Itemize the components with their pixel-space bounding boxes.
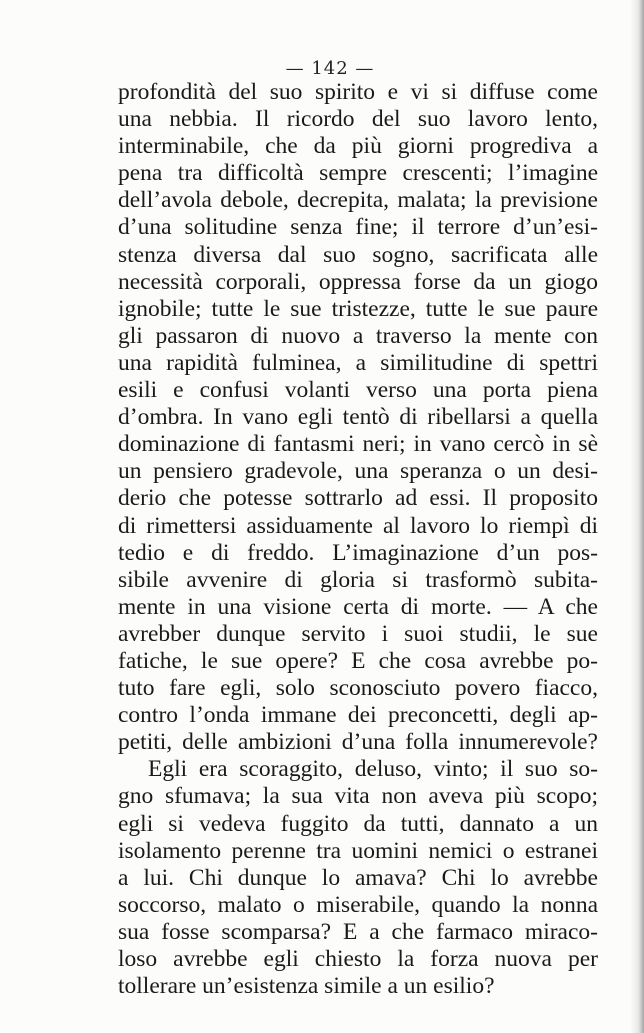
text-line: a lui. Chi dunque lo amava? Chi lo avrebbe xyxy=(118,864,598,891)
text-line: profondità del suo spirito e vi si diffuse come xyxy=(118,79,598,105)
text-line: una nebbia. Il ricordo del suo lavoro lento, xyxy=(118,106,598,133)
text-line: necessità corporali, oppressa forse da un giogo xyxy=(118,268,598,295)
text-line: d’ombra. In vano egli tentò di ribellarsi a quella xyxy=(118,404,598,431)
text-line: d’una solitudine senza fine; il terrore d’un’esi- xyxy=(118,214,598,241)
text-line: soccorso, malato o miserabile, quando la nonna xyxy=(118,891,598,918)
text-line: avrebber dunque servito i suoi studii, le sue xyxy=(118,620,598,647)
text-line: gno sfumava; la sua vita non aveva più scopo; xyxy=(118,783,598,810)
text-line: ignobile; tutte le sue tristezze, tutte le sue paure xyxy=(118,295,598,322)
text-line: di rimettersi assiduamente al lavoro lo riempì di xyxy=(118,512,598,539)
text-line: dominazione di fantasmi neri; in vano cercò in sè xyxy=(118,431,598,458)
text-line: derio che potesse sottrarlo ad essi. Il proposito xyxy=(118,485,598,512)
text-line: una rapidità fulminea, a similitudine di spettri xyxy=(118,349,598,376)
body-text xyxy=(118,79,598,1000)
text-line: pena tra difficoltà sempre crescenti; l’imagine xyxy=(118,160,598,187)
text-line: mente in una visione certa di morte. — A che xyxy=(118,593,598,620)
text-line: fatiche, le sue opere? E che cosa avrebbe po- xyxy=(118,647,598,674)
text-line-last: tollerare un’esistenza simile a un esilio? xyxy=(118,973,495,1000)
text-line: gli passaron di nuovo a traverso la mente con xyxy=(118,322,598,349)
text-line: sua fosse scomparsa? E a che farmaco miraco- xyxy=(118,918,598,945)
text-line: tedio e di freddo. L’imaginazione d’un pos- xyxy=(118,539,598,566)
text-line: interminabile, che da più giorni progrediva a xyxy=(118,133,598,160)
page-edge-shadow xyxy=(630,0,644,1033)
text-line: stenza diversa dal suo sogno, sacrificata alle xyxy=(118,241,598,268)
text-line: loso avrebbe egli chiesto la forza nuova per xyxy=(118,946,598,972)
text-line: tuto fare egli, solo sconosciuto povero fiacco, xyxy=(118,675,598,702)
text-line: sibile avvenire di gloria si trasformò subita- xyxy=(118,566,598,593)
text-line: egli si vedeva fuggito da tutti, dannato a un xyxy=(118,810,598,837)
text-line: esili e confusi volanti verso una porta piena xyxy=(118,377,598,404)
text-line: un pensiero gradevole, una speranza o un desi- xyxy=(118,458,598,485)
text-line: contro l’onda immane dei preconcetti, degli ap- xyxy=(118,702,598,729)
page-number: — 142 — xyxy=(285,58,375,79)
text-line: petiti, delle ambizioni d’una folla innumerevole? xyxy=(118,729,598,756)
text-line-paragraph-start: Egli era scoraggito, deluso, vinto; il suo so- xyxy=(148,756,598,783)
text-line: dell’avola debole, decrepita, malata; la previsione xyxy=(118,187,598,214)
text-line: isolamento perenne tra uomini nemici o estranei xyxy=(118,837,598,864)
